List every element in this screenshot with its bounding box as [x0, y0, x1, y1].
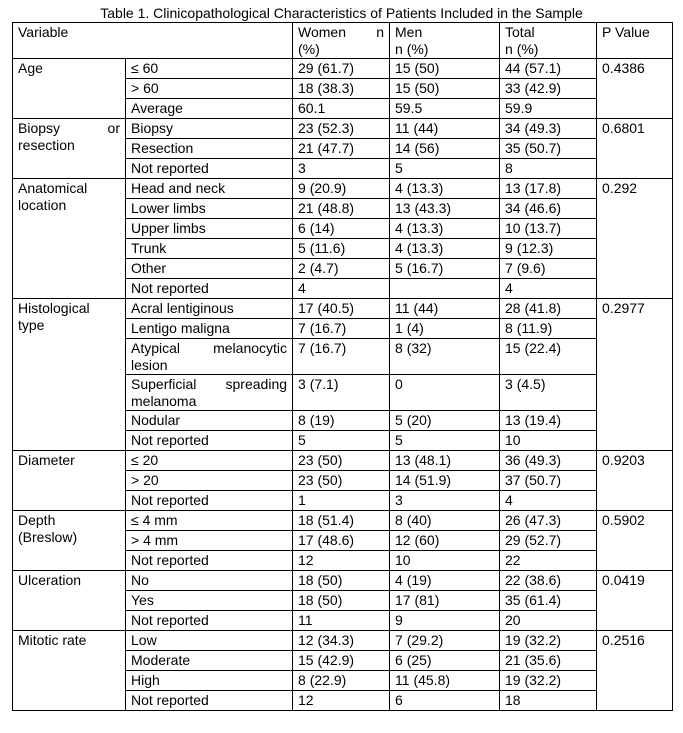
- header-men-line2: n (%): [395, 41, 429, 57]
- subcategory: Moderate: [126, 651, 293, 671]
- women-value: 12 (34.3): [293, 631, 390, 651]
- men-value: 6: [390, 691, 500, 711]
- characteristics-table: [12, 22, 673, 711]
- men-value: 4 (13.3): [390, 239, 500, 259]
- men-value: 5: [390, 159, 500, 179]
- variable-name-line1: Anatomical: [18, 180, 88, 196]
- header-men: [390, 23, 500, 59]
- men-value: 10: [390, 551, 500, 571]
- table-row: [13, 179, 673, 199]
- women-value: 21 (47.7): [293, 139, 390, 159]
- women-value: 29 (61.7): [293, 59, 390, 79]
- header-total-line2: n (%): [505, 41, 539, 57]
- women-value: 3 (7.1): [293, 375, 390, 411]
- total-value: 35 (61.4): [500, 591, 597, 611]
- table-row: [13, 119, 673, 139]
- p-value: 0.9203: [597, 451, 673, 511]
- header-women-line1: Women n: [298, 24, 385, 40]
- variable-name-line2: resection: [18, 137, 75, 153]
- women-value: 9 (20.9): [293, 179, 390, 199]
- women-value: 2 (4.7): [293, 259, 390, 279]
- total-value: 4: [500, 279, 597, 299]
- men-value: 8 (32): [390, 339, 500, 375]
- women-value: 12: [293, 551, 390, 571]
- subcategory: Nodular: [126, 411, 293, 431]
- total-value: 35 (50.7): [500, 139, 597, 159]
- men-value: 6 (25): [390, 651, 500, 671]
- variable-name: [13, 179, 126, 299]
- total-value: 10 (13.7): [500, 219, 597, 239]
- total-value: 20: [500, 611, 597, 631]
- men-value: 8 (40): [390, 511, 500, 531]
- men-value: 15 (50): [390, 59, 500, 79]
- subcategory: Not reported: [126, 491, 293, 511]
- variable-name-line2: type: [18, 317, 45, 333]
- women-value: 3: [293, 159, 390, 179]
- variable-name: Mitotic rate: [13, 631, 126, 711]
- header-row: [13, 23, 673, 59]
- subcategory: Biopsy: [126, 119, 293, 139]
- subcategory: > 60: [126, 79, 293, 99]
- men-value: 3: [390, 491, 500, 511]
- subcategory: > 20: [126, 471, 293, 491]
- women-value: 7 (16.7): [293, 339, 390, 375]
- subcategory: Upper limbs: [126, 219, 293, 239]
- women-value: 60.1: [293, 99, 390, 119]
- variable-name: Age: [13, 59, 126, 119]
- total-value: 44 (57.1): [500, 59, 597, 79]
- subcategory: ≤ 4 mm: [126, 511, 293, 531]
- subcategory: Average: [126, 99, 293, 119]
- subcategory: [126, 375, 293, 411]
- men-value: 5 (16.7): [390, 259, 500, 279]
- men-value: 17 (81): [390, 591, 500, 611]
- subcategory: Lower limbs: [126, 199, 293, 219]
- women-value: 5: [293, 431, 390, 451]
- men-value: 13 (43.3): [390, 199, 500, 219]
- header-total-line1: Total: [505, 24, 535, 40]
- header-women: [293, 23, 390, 59]
- subcategory: ≤ 20: [126, 451, 293, 471]
- men-value: 15 (50): [390, 79, 500, 99]
- subcategory: No: [126, 571, 293, 591]
- women-value: 17 (48.6): [293, 531, 390, 551]
- women-value: 18 (38.3): [293, 79, 390, 99]
- subcategory: [126, 339, 293, 375]
- subcategory: Resection: [126, 139, 293, 159]
- subcategory: Not reported: [126, 551, 293, 571]
- total-value: 8 (11.9): [500, 319, 597, 339]
- total-value: 7 (9.6): [500, 259, 597, 279]
- total-value: 34 (49.3): [500, 119, 597, 139]
- subcategory-line1: Superficial spreading: [131, 376, 288, 392]
- subcategory: Not reported: [126, 279, 293, 299]
- p-value: 0.292: [597, 179, 673, 299]
- p-value: 0.5902: [597, 511, 673, 571]
- men-value: 14 (56): [390, 139, 500, 159]
- women-value: 8 (19): [293, 411, 390, 431]
- men-value: 14 (51.9): [390, 471, 500, 491]
- p-value: 0.2516: [597, 631, 673, 711]
- men-value: 13 (48.1): [390, 451, 500, 471]
- subcategory: High: [126, 671, 293, 691]
- subcategory: Trunk: [126, 239, 293, 259]
- variable-name: Diameter: [13, 451, 126, 511]
- total-value: 13 (17.8): [500, 179, 597, 199]
- subcategory: Yes: [126, 591, 293, 611]
- men-value: 7 (29.2): [390, 631, 500, 651]
- men-value: 1 (4): [390, 319, 500, 339]
- women-value: 18 (51.4): [293, 511, 390, 531]
- men-value: 11 (44): [390, 299, 500, 319]
- men-value: 4 (13.3): [390, 179, 500, 199]
- men-value: 12 (60): [390, 531, 500, 551]
- header-p-value: P Value: [597, 23, 673, 59]
- men-value: 9: [390, 611, 500, 631]
- p-value: 0.6801: [597, 119, 673, 179]
- table-row: [13, 511, 673, 531]
- women-value: 8 (22.9): [293, 671, 390, 691]
- subcategory-line2: melanoma: [131, 393, 197, 409]
- women-value: 4: [293, 279, 390, 299]
- subcategory: Acral lentiginous: [126, 299, 293, 319]
- variable-name-line1: Histological: [18, 300, 90, 316]
- women-value: 17 (40.5): [293, 299, 390, 319]
- women-value: 6 (14): [293, 219, 390, 239]
- women-value: 18 (50): [293, 591, 390, 611]
- women-value: 7 (16.7): [293, 319, 390, 339]
- women-value: 1: [293, 491, 390, 511]
- p-value: 0.4386: [597, 59, 673, 119]
- women-value: 23 (50): [293, 451, 390, 471]
- subcategory: Not reported: [126, 611, 293, 631]
- total-value: 34 (46.6): [500, 199, 597, 219]
- total-value: 19 (32.2): [500, 671, 597, 691]
- women-value: 23 (50): [293, 471, 390, 491]
- variable-name: [13, 511, 126, 571]
- variable-name: [13, 299, 126, 451]
- variable-name-line1: Biopsy or: [18, 120, 120, 136]
- men-value: 4 (19): [390, 571, 500, 591]
- table-body: [13, 23, 673, 711]
- total-value: 9 (12.3): [500, 239, 597, 259]
- total-value: 37 (50.7): [500, 471, 597, 491]
- total-value: 10: [500, 431, 597, 451]
- men-value: 11 (44): [390, 119, 500, 139]
- variable-name: Ulceration: [13, 571, 126, 631]
- total-value: 15 (22.4): [500, 339, 597, 375]
- subcategory-line2: lesion: [131, 357, 168, 373]
- header-men-line1: Men: [395, 24, 423, 40]
- men-value: 11 (45.8): [390, 671, 500, 691]
- total-value: 13 (19.4): [500, 411, 597, 431]
- total-value: 18: [500, 691, 597, 711]
- women-value: 23 (52.3): [293, 119, 390, 139]
- women-value: 18 (50): [293, 571, 390, 591]
- men-value: 4 (13.3): [390, 219, 500, 239]
- men-value: 5: [390, 431, 500, 451]
- table-row: [13, 631, 673, 651]
- women-value: 21 (48.8): [293, 199, 390, 219]
- subcategory: Lentigo maligna: [126, 319, 293, 339]
- men-value: 5 (20): [390, 411, 500, 431]
- variable-name-line2: (Breslow): [18, 529, 78, 545]
- total-value: 29 (52.7): [500, 531, 597, 551]
- total-value: 19 (32.2): [500, 631, 597, 651]
- subcategory: > 4 mm: [126, 531, 293, 551]
- variable-name: [13, 119, 126, 179]
- total-value: 8: [500, 159, 597, 179]
- total-value: 36 (49.3): [500, 451, 597, 471]
- table-row: [13, 299, 673, 319]
- total-value: 4: [500, 491, 597, 511]
- header-women-line2: (%): [298, 41, 320, 57]
- total-value: 22 (38.6): [500, 571, 597, 591]
- table-row: [13, 571, 673, 591]
- total-value: 3 (4.5): [500, 375, 597, 411]
- men-value: 59.5: [390, 99, 500, 119]
- total-value: 28 (41.8): [500, 299, 597, 319]
- total-value: 26 (47.3): [500, 511, 597, 531]
- table-row: [13, 59, 673, 79]
- total-value: 33 (42.9): [500, 79, 597, 99]
- women-value: 12: [293, 691, 390, 711]
- women-value: 5 (11.6): [293, 239, 390, 259]
- header-variable: Variable: [13, 23, 293, 59]
- subcategory: Not reported: [126, 159, 293, 179]
- header-total: [500, 23, 597, 59]
- subcategory-line1: Atypical melanocytic: [131, 340, 288, 356]
- men-value: [390, 279, 500, 299]
- women-value: 11: [293, 611, 390, 631]
- variable-name-line2: location: [18, 197, 67, 213]
- subcategory: Not reported: [126, 691, 293, 711]
- men-value: 0: [390, 375, 500, 411]
- subcategory: ≤ 60: [126, 59, 293, 79]
- table-row: [13, 451, 673, 471]
- table-caption: Table 1. Clinicopathological Characteristics of Patients Included in the Sample: [100, 5, 583, 21]
- women-value: 15 (42.9): [293, 651, 390, 671]
- variable-name-line1: Depth: [18, 512, 56, 528]
- subcategory: Low: [126, 631, 293, 651]
- p-value: 0.0419: [597, 571, 673, 631]
- total-value: 59.9: [500, 99, 597, 119]
- total-value: 21 (35.6): [500, 651, 597, 671]
- subcategory: Head and neck: [126, 179, 293, 199]
- total-value: 22: [500, 551, 597, 571]
- subcategory: Not reported: [126, 431, 293, 451]
- p-value: 0.2977: [597, 299, 673, 451]
- subcategory: Other: [126, 259, 293, 279]
